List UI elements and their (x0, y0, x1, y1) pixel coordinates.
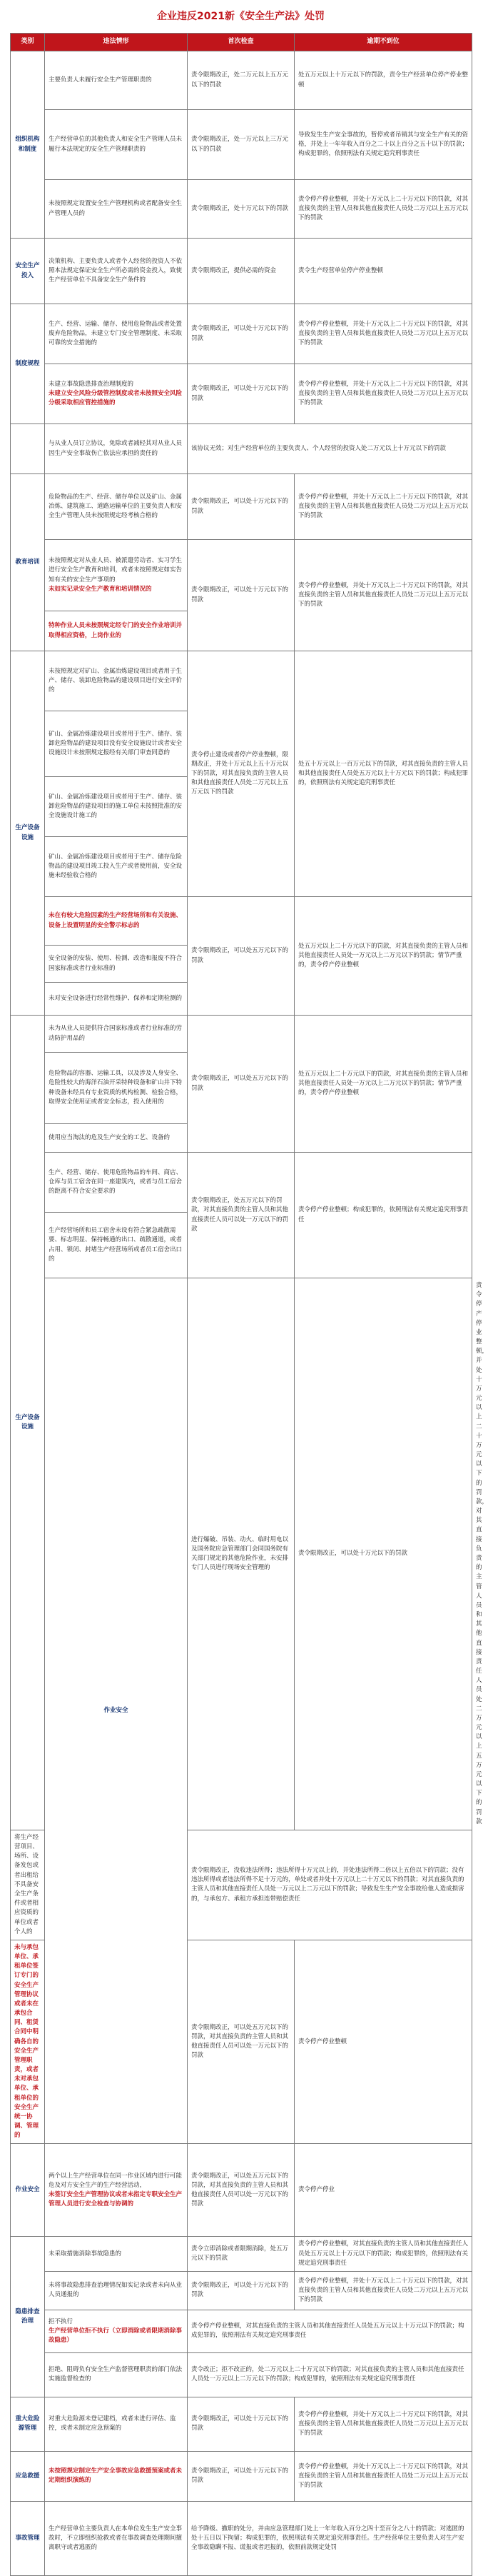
table-row (11, 897, 472, 946)
category-cell: 安全生产投入 (11, 239, 45, 304)
first-check-cell: 责令限期改正，可以处五万元以下的罚款 (188, 897, 295, 1016)
violation-cell (45, 474, 188, 540)
violation-text: 矿山、金属冶炼建设项目或者用于生产、储存、装卸危险物品的建设项目没有安全设施设计或者安全设施设计未按照规定报经有关部门审查同意的 (49, 730, 183, 757)
first-check-cell: 责令限期改正，可以处十万元以下的罚款 (188, 364, 295, 424)
violation-cell (45, 540, 188, 611)
violation-highlight-text: 未建立安全风险分级管控制度或者未按照安全风险分级采取相应管控措施的 (49, 389, 183, 407)
violation-text: 危险物品的生产、经营、储存单位以及矿山、金属冶炼、建筑施工、道路运输单位的主要负责人和安全生产管理人员未按照规定经考核合格的 (49, 493, 183, 520)
header-category: 类别 (11, 34, 45, 51)
category-cell: 应急救援 (11, 2451, 45, 2501)
violation-text: 未按照规定对矿山、金属冶炼建设项目或者用于生产、储存、装卸危险物品的建设项目进行安全评价的 (49, 667, 183, 694)
category-cell: 教育培训 (11, 474, 45, 651)
violation-cell (45, 2397, 188, 2451)
category-cell (11, 424, 45, 474)
overdue-cell: 责令停产停业整顿，并处十万元以上二十万元以下的罚款，对其直接负责的主管人员和其他直接责任人员处二万元以上五万元以下的罚款 (295, 540, 472, 651)
category-cell: 作业安全 (11, 2144, 45, 2237)
violation-cell (45, 2451, 188, 2501)
table-row (11, 540, 472, 611)
first-check-cell: 责令停止建设或者停产停业整顿，限期改正，并处十万元以上五十万元以下的罚款，对其直接负责的主管人员和其他直接责任人员处二万元以上五万元以下的罚款 (188, 651, 295, 897)
overdue-cell: 责令生产经营单位停产停业整顿 (295, 239, 472, 304)
violation-text: 未按照规定设置安全生产管理机构或者配备安全生产管理人员的 (49, 200, 183, 217)
violation-highlight-text: 特种作业人员未按照规定经专门的安全作业培训并取得相应资格，上岗作业的 (49, 622, 183, 639)
violation-text: 未建立事故隐患排查治理制度的 (49, 380, 134, 388)
overdue-cell: 处五万元以上二十万元以下的罚款，对其直接负责的主管人员和其他直接责任人员处一万元以上二万元以下的罚款；情节严重的，责令停产停业整顿 (295, 1016, 472, 1153)
first-check-cell: 责令限期改正，处二万元以上五万元以下的罚款 (188, 51, 295, 110)
violation-text: 使用应当淘汰的危及生产安全的工艺、设备的 (49, 1133, 171, 1141)
violation-text: 未按照规定对从业人员、被派遣劳动者、实习学生进行安全生产教育和培训，或者未按照规定如实告知有关的安全生产事项的 (49, 557, 183, 583)
penalty-table (10, 33, 488, 2576)
first-check-cell: 责令限期改正，可以处五万元以下的罚款，对其直接负责的主管人员和其他直接责任人员可以处一万元以下的罚款 (188, 2144, 295, 2237)
first-check-cell: 责令限期改正，提供必需的资金 (188, 239, 295, 304)
category-cell: 隐患排查治理 (11, 2237, 45, 2397)
table-row (11, 304, 472, 364)
overdue-cell: 责令停产停业整顿，并处十万元以上二十万元以下的罚款，对其直接负责的主管人员和其他直接责任人员处二万元以上五万元以下的罚款 (295, 304, 472, 364)
violation-text: 未将事故隐患排查治理情况如实记录或者未向从业人员通报的 (49, 2282, 183, 2299)
violation-cell (45, 2352, 188, 2397)
violation-highlight-text: 未如实记录安全生产教育和培训情况的 (49, 585, 152, 593)
violation-text: 与从业人员订立协议，免除或者减轻其对从业人员因生产安全事故伤亡依法应承担的责任的 (49, 440, 183, 457)
violation-cell (45, 1016, 188, 1053)
violation-highlight-text: 未与承包单位、承租单位签订专门的安全生产管理协议或者未在承包合同、租赁合同中明确各自的安全生产管理职责，或者未对承包单位、承租单位的安全生产统一协调、管理的 (14, 1943, 39, 2140)
table-row (11, 51, 472, 110)
violation-cell (45, 983, 188, 1016)
first-check-cell: 责令限期改正，可以处十万元以下的罚款 (295, 1278, 472, 1830)
first-check-cell: 责令限期改正，可以处五万元以下的罚款，对其直接负责的主管人员和其他直接责任人员可以处一万元以下的罚款 (188, 1940, 295, 2144)
table-row (11, 424, 472, 474)
violation-cell (45, 946, 188, 983)
overdue-cell: 责令停产停业整顿；构成犯罪的，依照刑法有关规定追究刑事责任 (295, 1153, 472, 1278)
overdue-cell: 责令停产停业整顿，并处十万元以上二十万元以下的罚款，对其直接负责的主管人员和其他直接责任人员处二万元以上五万元以下的罚款 (295, 474, 472, 540)
first-check-cell: 责令限期改正，处一万元以上三万元以下的罚款 (188, 110, 295, 180)
first-check-cell: 责令限期改正，可以处五万元以下的罚款 (188, 1016, 295, 1153)
first-check-cell: 责令限期改正，可以处十万元以下的罚款 (188, 304, 295, 364)
violation-text: 进行爆破、吊装、动火、临时用电以及国务院应急管理部门会同国务院有关部门规定的其他危险作业，未安排专门人员进行现场安全管理的 (191, 1535, 289, 1572)
violation-text: 拒绝、阻碍负有安全生产监督管理职责的部门依法实施监督检查的 (49, 2366, 183, 2383)
violation-text: 未采取措施消除事故隐患的 (49, 2250, 122, 2257)
table-row (11, 474, 472, 540)
penalty-cell: 给予降级、撤职的处分，并由应急管理部门处上一年年收入百分之四十至百分之八十的罚款；对逃匿的处十五日以下拘留；构成犯罪的，依照刑法有关规定追究刑事责任。生产经营单位主要负责人对生产安全事故隐瞒不报、谎报或者迟报的，依照前款规定处罚 (188, 2501, 472, 2575)
violation-cell (45, 2310, 188, 2352)
overdue-cell: 责令停产停业整顿，并处十万元以上二十万元以下的罚款，对其直接负责的主管人员和其他直接责任人员处二万元以上五万元以下的罚款 (295, 2271, 472, 2310)
overdue-cell: 责令停产停业 (295, 2144, 472, 2237)
violation-text: 生产、经营、运输、储存、使用危险物品或者处置废弃危险物品，未建立专门安全管理制度、未采取可靠的安全措施的 (49, 320, 183, 347)
overdue-cell: 责令停产停业整顿 (295, 1940, 472, 2144)
table-row: 作业安全 进行爆破、吊装、动火、临时用电以及国务院应急管理部门会同国务院有关部门规定的其他危险作业，未安排专门人员进行现场安全管理的 责令限期改正，可以处十万元以下的罚款 责令停产停业整顿，并处十万元以上二十万元以下的罚款，对其直接负责的主管人员和其他直接责任人员处二万元以上五万元以下的罚款 (11, 1278, 472, 1830)
table-row (11, 1153, 472, 1213)
table-row (11, 651, 472, 711)
table-row (11, 2144, 472, 2237)
violation-text: 生产经营场所和员工宿舍未设有符合紧急疏散需要、标志明显、保持畅通的出口、疏散通道，或者占用、锁闭、封堵生产经营场所或者员工宿舍出口的 (49, 1227, 183, 1263)
table-row (11, 2237, 472, 2272)
violation-text: 矿山、金属冶炼建设项目或者用于生产、储存、装卸危险物品的建设项目的施工单位未按照批准的安全设施设计施工的 (49, 793, 183, 820)
violation-cell (45, 711, 188, 777)
violation-cell (11, 1940, 45, 2144)
violation-cell (188, 1278, 295, 1830)
overdue-cell: 责令停产停业整顿，对其直接负责的主管人员和其他直接责任人员处五万元以上十万元以下的罚款；构成犯罪的，依照刑法有关规定追究刑事责任 (295, 2237, 472, 2272)
category-cell: 组织机构和制度 (11, 51, 45, 239)
table-row (11, 2271, 472, 2310)
table-header-row (11, 34, 472, 51)
violation-cell (45, 239, 188, 304)
violation-cell (45, 2144, 188, 2237)
violation-cell (45, 180, 188, 239)
violation-cell (45, 837, 188, 897)
violation-cell (45, 1153, 188, 1213)
table-row (11, 180, 472, 239)
violation-text: 生产经营单位主要负责人在本单位发生生产安全事故时，不立即组织抢救或者在事故调查处理期间擅离职守或者逃匿的 (49, 2525, 183, 2552)
overdue-cell: 责令停产停业整顿，并处十万元以上二十万元以下的罚款，对其直接负责的主管人员和其他直接责任人员处二万元以上五万元以下的罚款 (295, 2397, 472, 2451)
header-overdue: 逾期不到位 (295, 34, 472, 51)
overdue-cell: 处五万元以上十万元以下的罚款，责令生产经营单位停产停业整顿 (295, 51, 472, 110)
first-check-cell: 责令立即消除或者限期消除，处五万元以下的罚款 (188, 2237, 295, 2272)
table-row (11, 2501, 472, 2575)
header-first-check: 首次检查 (188, 34, 295, 51)
violation-highlight-text: 未按照规定制定生产安全事故应急救援预案或者未定期组织演练的 (49, 2467, 183, 2485)
violation-cell (45, 1213, 188, 1278)
penalty-cell: 责令限期改正，没收违法所得；违法所得十万元以上的，并处违法所得二倍以上五倍以下的罚款；没有违法所得或者违法所得不足十万元的，单处或者并处十万元以上二十万元以下的罚款；对其直接负责的主管人员和其他直接责任人员处一万元以上二万元以下的罚款；导致发生生产安全事故给他人造成损害的，与承包方、承租方承担连带赔偿责任 (188, 1830, 472, 1940)
overdue-cell: 责令停产停业整顿，并处十万元以上二十万元以下的罚款，对其直接负责的主管人员和其他直接责任人员处二万元以上五万元以下的罚款 (295, 2451, 472, 2501)
table-row (11, 110, 472, 180)
table-row (11, 2451, 472, 2501)
violation-text: 生产、经营、储存、使用危险物品的车间、商店、仓库与员工宿舍在同一座建筑内，或者与员工宿舍的距离不符合安全要求的 (49, 1168, 183, 1196)
first-check-cell: 责令限期改正，可以处十万元以下的罚款 (188, 2451, 295, 2501)
first-check-cell: 责令限期改正，可以处十万元以下的罚款 (188, 2397, 295, 2451)
table-row (11, 2352, 472, 2397)
category-cell: 重大危险源管理 (11, 2397, 45, 2451)
overdue-cell: 处五万元以上二十万元以下的罚款，对其直接负责的主管人员和其他直接责任人员处一万元以上二万元以下的罚款；情节严重的，责令停产停业整顿 (295, 897, 472, 1016)
violation-highlight-text: 生产经营单位拒不执行（立即消除或者限期消除事故隐患） (49, 2327, 183, 2345)
violation-cell (45, 110, 188, 180)
table-row (11, 1016, 472, 1053)
violation-text: 矿山、金属冶炼建设项目或者用于生产、储存危险物品的建设项目竣工投入生产或者使用前，安全设施未经验收合格的 (49, 853, 183, 880)
overdue-cell: 导致发生生产安全事故的，暂停或者吊销其与安全生产有关的资格，并处上一年年收入百分之二十以上百分之五十以下的罚款；构成犯罪的，依照刑法有关规定追究刑事责任 (295, 110, 472, 180)
violation-cell (45, 651, 188, 711)
violation-text: 危险物品的容器、运输工具，以及涉及人身安全、危险性较大的海洋石油开采特种设备和矿山井下特种设备未经具有专业资质的机构检测、检验合格，取得安全使用证或者安全标志，投入使用的 (49, 1070, 183, 1106)
document-title: 企业违反2021新《安全生产法》处罚 (157, 11, 325, 22)
table-row (11, 239, 472, 304)
category-cell: 生产设备设施 (11, 651, 45, 1016)
overdue-cell: 责令停产停业整顿，并处十万元以上二十万元以下的罚款，对其直接负责的主管人员和其他直接责任人员处二万元以上五万元以下的罚款 (295, 364, 472, 424)
violation-text: 未对安全设备进行经常性维护、保养和定期检测的 (49, 994, 183, 1002)
violation-cell (45, 777, 188, 837)
penalty-cell: 责令停产停业整顿，对其直接负责的主管人员和其他直接责任人员处五万元以上十万元以下的罚款；构成犯罪的，依照刑法有关规定追究刑事责任 (188, 2310, 472, 2352)
category-cell: 生产设备设施 (11, 1016, 45, 1830)
violation-cell (45, 1124, 188, 1153)
violation-cell (45, 2271, 188, 2310)
violation-cell (45, 1053, 188, 1124)
violation-cell (45, 2501, 188, 2575)
first-check-cell: 责令限期改正，处五万元以下的罚款，对其直接负责的主管人员和其他直接责任人员可以处一万元以下的罚款 (188, 1153, 295, 1278)
category-cell: 作业安全 (45, 1278, 188, 2144)
category-cell: 制度规程 (11, 304, 45, 424)
violation-highlight-text: 未签订安全生产管理协议或者未指定专职安全生产管理人员进行安全检查与协调的 (49, 2190, 183, 2208)
violation-text: 两个以上生产经营单位在同一作业区域内进行可能危及对方安全生产的生产经营活动， (49, 2172, 183, 2189)
violation-cell (45, 364, 188, 424)
violation-text: 未为从业人员提供符合国家标准或者行业标准的劳动防护用品的 (49, 1025, 183, 1042)
violation-text: 对重大危险源未登记建档，或者未进行评估、监控，或者未制定应急预案的 (49, 2415, 176, 2432)
violation-text: 生产经营单位的其他负责人和安全生产管理人员未履行本法规定的安全生产管理职责的 (49, 136, 183, 153)
first-check-cell: 责令限期改正，可以处十万元以下的罚款 (188, 540, 295, 651)
violation-cell (45, 304, 188, 364)
violation-text: 将生产经营项目、场所、设备发包或者出租给不具备安全生产条件或者相应资质的单位或者个人的 (14, 1833, 39, 1935)
violation-text: 安全设备的安装、使用、检测、改造和报废不符合国家标准或者行业标准的 (49, 955, 183, 972)
overdue-cell: 处五十万元以上一百万元以下的罚款，对其直接负责的主管人员和其他直接责任人员处五万元以上十万元以下的罚款；构成犯罪的，依照刑法有关规定追究刑事责任 (295, 651, 472, 897)
penalty-cell: 责令改正；拒不改正的，处二万元以上二十万元以下的罚款；对其直接负责的主管人员和其他直接责任人员处一万元以上二万元以下的罚款；构成犯罪的，依照刑法有关规定追究刑事责任 (188, 2352, 472, 2397)
violation-text: 拒不执行 (49, 2317, 73, 2325)
penalty-cell: 该协议无效；对生产经营单位的主要负责人、个人经营的投资人处二万元以上十万元以下的罚款 (188, 424, 472, 474)
first-check-cell: 责令限期改正，可以处十万元以下的罚款 (188, 474, 295, 540)
violation-highlight-text: 未在有较大危险因素的生产经营场所和有关设施、设备上设置明显的安全警示标志的 (49, 912, 183, 929)
first-check-cell: 责令限期改正，处十万元以下的罚款 (188, 180, 295, 239)
table-row (11, 364, 472, 424)
table-row (11, 2310, 472, 2352)
violation-text: 决策机构、主要负责人或者个人经营的投资人不依照本法规定保证安全生产所必需的资金投入，致使生产经营单位不具备安全生产条件的 (49, 257, 183, 284)
violation-cell (11, 1830, 45, 1940)
violation-text: 主要负责人未履行安全生产管理职责的 (49, 76, 152, 84)
category-cell: 事故管理 (11, 2501, 45, 2575)
violation-cell (45, 424, 188, 474)
table-row (11, 2397, 472, 2451)
violation-cell (45, 51, 188, 110)
table-body (11, 51, 488, 2576)
violation-cell (45, 2237, 188, 2272)
overdue-cell: 责令停产停业整顿，并处十万元以上二十万元以下的罚款，对其直接负责的主管人员和其他直接责任人员处二万元以上五万元以下的罚款 (295, 180, 472, 239)
violation-cell (45, 897, 188, 946)
violation-cell (45, 611, 188, 651)
first-check-cell: 责令限期改正，可以处十万元以下的罚款 (188, 2271, 295, 2310)
header-violation: 违法情形 (45, 34, 188, 51)
